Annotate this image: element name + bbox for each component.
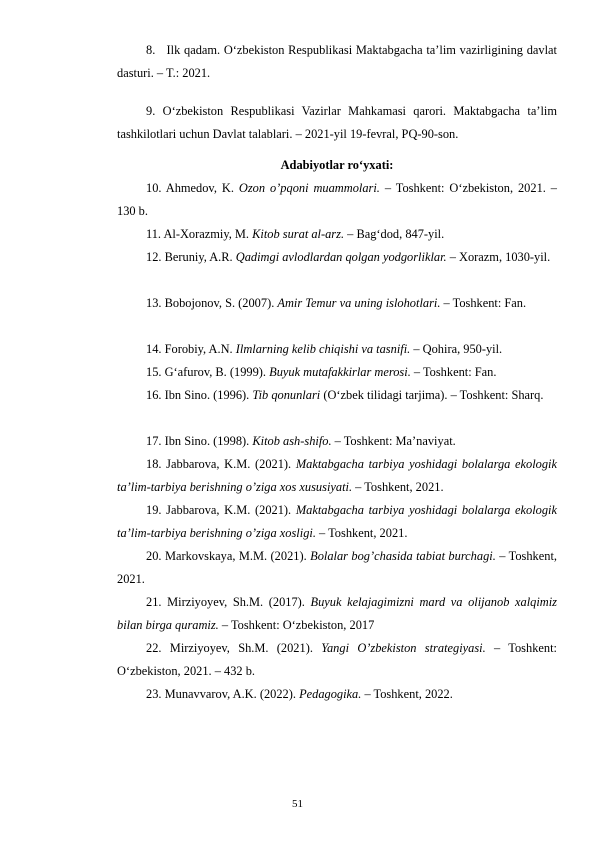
- reference-title: Tib qonunlari: [252, 388, 321, 402]
- reference-author: Jabbarova, K.M. (2021).: [166, 457, 292, 471]
- reference-author: Markovskaya, M.M. (2021).: [164, 549, 307, 563]
- reference-item-10: [117, 177, 557, 223]
- reference-title: Buyuk kelajagimizni mard va olijanob xalqimiz bilan birga quramiz.: [117, 595, 557, 632]
- reference-item-23: [117, 683, 557, 706]
- reference-publisher: – Bag‘dod, 847-yil.: [344, 227, 445, 241]
- reference-publisher: – Toshkent, 2021.: [315, 526, 408, 540]
- reference-title: Yangi O’zbekiston strategiyasi.: [321, 641, 486, 655]
- reference-publisher: – Toshkent: O‘zbekiston, 2021. – 432 b.: [117, 641, 557, 678]
- reference-item-17: [117, 430, 557, 453]
- reference-item-13: [117, 292, 557, 315]
- reference-publisher: – Toshkent: Fan.: [440, 296, 527, 310]
- reference-author: Ahmedov, K.: [165, 181, 234, 195]
- reference-author: Ibn Sino. (1998).: [164, 434, 250, 448]
- reference-text: Ilk qadam. O‘zbekiston Respublikasi Maktabgacha ta’lim vazirligining davlat dasturi. – T.: 2021.: [117, 43, 557, 80]
- reference-number: 10.: [146, 181, 162, 195]
- reference-number: 22.: [146, 641, 162, 655]
- reference-item-11: [117, 223, 557, 246]
- reference-item-8: [117, 39, 557, 85]
- reference-author: G‘afurov, B. (1999).: [164, 365, 267, 379]
- reference-item-12: [117, 246, 557, 269]
- reference-number: 11.: [146, 227, 162, 241]
- reference-item-19: [117, 499, 557, 545]
- reference-author: Forobiy, A.N.: [164, 342, 233, 356]
- reference-item-20: [117, 545, 557, 591]
- reference-item-21: [117, 591, 557, 637]
- reference-title: Pedagogika.: [299, 687, 362, 701]
- reference-publisher: – Qohira, 950-yil.: [410, 342, 503, 356]
- reference-author: Al-Xorazmiy, M.: [163, 227, 250, 241]
- reference-author: Beruniy, A.R.: [164, 250, 233, 264]
- reference-number: 23.: [146, 687, 162, 701]
- reference-item-15: [117, 361, 557, 384]
- reference-number: 18.: [146, 457, 162, 471]
- reference-item-16: [117, 384, 557, 407]
- reference-number: 13.: [146, 296, 162, 310]
- reference-publisher: – Toshkent, 2022.: [361, 687, 453, 701]
- reference-title: Kitob ash-shifo.: [252, 434, 332, 448]
- reference-title: Maktabgacha tarbiya yoshidagi bolalarga ekologik ta’lim-tarbiya berishning o’ziga xosligi.: [117, 503, 557, 540]
- reference-title: Qadimgi avlodlardan qolgan yodgorliklar.: [235, 250, 447, 264]
- reference-publisher: – Toshkent, 2021.: [117, 549, 557, 586]
- reference-publisher: (O‘zbek tilidagi tarjima). – Toshkent: Sharq.: [320, 388, 544, 402]
- reference-title: Buyuk mutafakkirlar merosi.: [269, 365, 411, 379]
- reference-item-18: [117, 453, 557, 499]
- reference-title: Ozon o’pqoni muammolari.: [238, 181, 380, 195]
- reference-title: Bolalar bog’chasida tabiat burchagi.: [310, 549, 496, 563]
- reference-number: 8.: [146, 43, 156, 57]
- reference-number: 12.: [146, 250, 162, 264]
- reference-title: Kitob surat al-arz.: [252, 227, 345, 241]
- reference-number: 14.: [146, 342, 162, 356]
- reference-publisher: – Toshkent, 2021.: [352, 480, 444, 494]
- reference-publisher: – Toshkent: O‘zbekiston, 2021. – 130 b.: [117, 181, 558, 218]
- reference-number: 20.: [146, 549, 162, 563]
- reference-item-9: [117, 100, 557, 146]
- reference-number: 9.: [146, 104, 156, 118]
- reference-author: Bobojonov, S. (2007).: [164, 296, 275, 310]
- references-heading: Adabiyotlar ro‘yxati:: [280, 158, 394, 172]
- reference-publisher: – Xorazm, 1030-yil.: [446, 250, 551, 264]
- reference-number: 17.: [146, 434, 162, 448]
- reference-author: Mirziyoyev, Sh.M. (2021).: [169, 641, 313, 655]
- reference-author: Ibn Sino. (1996).: [164, 388, 250, 402]
- reference-text: O‘zbekiston Respublikasi Vazirlar Mahkamasi qarori. Maktabgacha ta’lim tashkilotlari uchun Davlat talablari. – 2021-yil 19-fevral, PQ-90-son.: [117, 104, 557, 141]
- reference-item-22: [117, 637, 557, 683]
- reference-author: Mirziyoyev, Sh.M. (2017).: [167, 595, 305, 609]
- reference-publisher: – Toshkent: O‘zbekiston, 2017: [218, 618, 375, 632]
- reference-author: Jabbarova, K.M. (2021).: [166, 503, 292, 517]
- reference-number: 19.: [146, 503, 162, 517]
- reference-number: 21.: [146, 595, 162, 609]
- reference-number: 15.: [146, 365, 162, 379]
- reference-number: 16.: [146, 388, 162, 402]
- reference-author: Munavvarov, A.K. (2022).: [164, 687, 296, 701]
- reference-publisher: – Toshkent: Fan.: [410, 365, 497, 379]
- reference-title: Maktabgacha tarbiya yoshidagi bolalarga ekologik ta’lim-tarbiya berishning o’ziga xos xususiyati.: [117, 457, 557, 494]
- reference-title: Ilmlarning kelib chiqishi va tasnifi.: [235, 342, 411, 356]
- reference-item-14: [117, 338, 557, 361]
- reference-publisher: – Toshkent: Ma’naviyat.: [331, 434, 456, 448]
- reference-title: Amir Temur va uning islohotlari.: [277, 296, 441, 310]
- page-number: 51: [292, 798, 303, 810]
